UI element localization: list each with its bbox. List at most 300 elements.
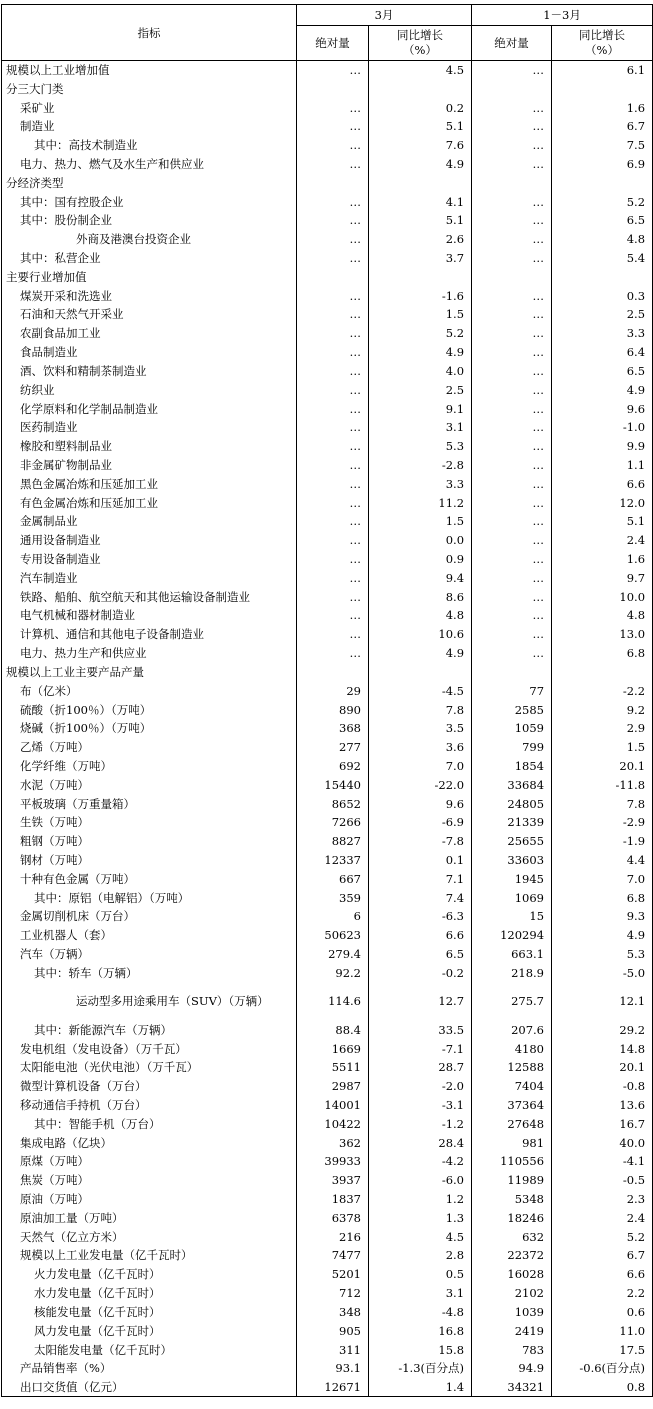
table-row [2,1020,653,1039]
table-row [2,1359,653,1378]
table-row [2,550,653,569]
ytd-abs-cell: 34321 [472,1378,552,1397]
ytd-abs-cell: 24805 [472,794,552,813]
month-abs-cell: 2987 [297,1077,369,1096]
table-row [2,211,653,230]
ytd-growth-cell [552,663,653,682]
ytd-abs-cell: 5348 [472,1190,552,1209]
ytd-growth-cell: 6.7 [552,117,653,136]
ytd-growth-header [552,26,653,61]
ytd-abs-cell: … [472,305,552,324]
month-growth-cell: -2.0 [369,1077,472,1096]
table-row [2,136,653,155]
ytd-abs-cell: … [472,211,552,230]
ytd-abs-cell: 11989 [472,1171,552,1190]
ytd-abs-cell: … [472,644,552,663]
month-abs-cell: 92.2 [297,964,369,983]
table-row [2,851,653,870]
ytd-growth-cell: 13.6 [552,1096,653,1115]
month-growth-cell: -7.8 [369,832,472,851]
month-abs-cell: 50623 [297,926,369,945]
row-name-cell: 其中：国有控股企业 [2,192,297,211]
month-abs-cell: … [297,437,369,456]
ytd-abs-cell: … [472,380,552,399]
row-name-cell: 天然气（亿立方米） [2,1227,297,1246]
month-abs-cell: … [297,587,369,606]
ytd-abs-cell: … [472,474,552,493]
row-name-cell: 规模以上工业主要产品产量 [2,663,297,682]
month-abs-cell: … [297,117,369,136]
row-name-cell: 分经济类型 [2,173,297,192]
ytd-growth-cell: 6.1 [552,61,653,80]
ytd-abs-cell [472,79,552,98]
month-abs-cell: 114.6 [297,982,369,1020]
month-abs-cell: 10422 [297,1114,369,1133]
ytd-abs-cell [472,267,552,286]
ytd-growth-cell: -4.1 [552,1152,653,1171]
ytd-abs-cell: 275.7 [472,982,552,1020]
ytd-abs-cell: … [472,98,552,117]
ytd-growth-cell: -1.0 [552,418,653,437]
ytd-abs-cell: … [472,512,552,531]
month-growth-cell: 3.6 [369,738,472,757]
ytd-growth-cell: 4.4 [552,851,653,870]
month-growth-cell [369,267,472,286]
ytd-abs-cell: … [472,249,552,268]
ytd-abs-cell: … [472,587,552,606]
ytd-growth-cell: 9.2 [552,700,653,719]
row-name-cell: 移动通信手持机（万台） [2,1096,297,1115]
month-growth-cell: 2.8 [369,1246,472,1265]
month-abs-cell: 667 [297,869,369,888]
month-growth-cell: 0.5 [369,1265,472,1284]
month-growth-cell: 5.1 [369,211,472,230]
ytd-abs-cell: 1069 [472,888,552,907]
ytd-abs-cell: 632 [472,1227,552,1246]
ytd-growth-cell: 6.4 [552,343,653,362]
month-growth-cell: 5.1 [369,117,472,136]
month-abs-cell [297,79,369,98]
month-growth-cell: -3.1 [369,1096,472,1115]
month-abs-cell: 1837 [297,1190,369,1209]
month-abs-cell: 14001 [297,1096,369,1115]
month-growth-cell: 4.9 [369,343,472,362]
ytd-abs-cell: 15 [472,907,552,926]
month-abs-cell: … [297,192,369,211]
table-row [2,832,653,851]
ytd-abs-cell: … [472,61,552,80]
month-growth-cell: 7.4 [369,888,472,907]
row-name-cell: 其中：股份制企业 [2,211,297,230]
month-growth-cell: 12.7 [369,982,472,1020]
table-row [2,719,653,738]
month-abs-cell: 368 [297,719,369,738]
month-growth-cell: 7.1 [369,869,472,888]
ytd-growth-cell: -2.9 [552,813,653,832]
month-abs-cell: … [297,568,369,587]
month-growth-cell: 4.9 [369,155,472,174]
table-row [2,437,653,456]
row-name-cell: 太阳能电池（光伏电池）（万千瓦） [2,1058,297,1077]
month-growth-cell: -1.6 [369,286,472,305]
month-abs-cell: … [297,399,369,418]
table-row [2,286,653,305]
table-row [2,155,653,174]
month-abs-cell: 362 [297,1133,369,1152]
ytd-abs-cell: … [472,531,552,550]
table-row [2,362,653,381]
ytd-abs-cell: … [472,456,552,475]
month-abs-cell: … [297,305,369,324]
ytd-growth-cell: 9.9 [552,437,653,456]
month-growth-cell: -4.2 [369,1152,472,1171]
month-abs-cell: … [297,606,369,625]
table-row [2,98,653,117]
ytd-growth-cell: 7.0 [552,869,653,888]
table-row [2,343,653,362]
row-name-cell: 其中：高技术制造业 [2,136,297,155]
row-name-cell: 水泥（万吨） [2,775,297,794]
ytd-abs-cell: 2102 [472,1284,552,1303]
ytd-abs-cell: … [472,136,552,155]
row-name-cell: 汽车制造业 [2,568,297,587]
ytd-abs-cell: 110556 [472,1152,552,1171]
month-abs-cell: 88.4 [297,1020,369,1039]
table-row [2,1340,653,1359]
table-row [2,738,653,757]
industrial-stats-table [1,4,653,1397]
ytd-growth-cell: 7.8 [552,794,653,813]
month-growth-cell: 28.4 [369,1133,472,1152]
ytd-abs-cell: 12588 [472,1058,552,1077]
month-growth-cell [369,79,472,98]
ytd-growth-cell: 4.9 [552,380,653,399]
month-abs-cell: … [297,644,369,663]
table-row [2,1152,653,1171]
table-row [2,1171,653,1190]
month-growth-cell: -1.3(百分点) [369,1359,472,1378]
ytd-growth-cell: 6.8 [552,888,653,907]
ytd-growth-cell: 6.7 [552,1246,653,1265]
month-growth-cell: 0.0 [369,531,472,550]
month-abs-cell: 1669 [297,1039,369,1058]
month-abs-cell: 890 [297,700,369,719]
ytd-abs-cell: … [472,625,552,644]
table-row [2,775,653,794]
month-growth-cell: -4.8 [369,1303,472,1322]
table-row [2,1378,653,1397]
month-abs-cell: … [297,474,369,493]
month-abs-cell: 279.4 [297,945,369,964]
ytd-growth-cell: 16.7 [552,1114,653,1133]
ytd-growth-cell: 4.9 [552,926,653,945]
ytd-abs-cell: 1039 [472,1303,552,1322]
month-growth-cell: 1.5 [369,512,472,531]
month-abs-cell: 3937 [297,1171,369,1190]
row-name-cell: 煤炭开采和洗选业 [2,286,297,305]
ytd-abs-cell: 25655 [472,832,552,851]
ytd-growth-cell: 2.4 [552,531,653,550]
table-row [2,982,653,1020]
ytd-growth-cell: 1.6 [552,550,653,569]
ytd-growth-cell: -11.8 [552,775,653,794]
month-abs-cell: … [297,512,369,531]
table-row [2,644,653,663]
row-name-cell: 其中：轿车（万辆） [2,964,297,983]
ytd-growth-cell: 9.6 [552,399,653,418]
ytd-growth-cell: 2.2 [552,1284,653,1303]
ytd-abs-cell: 120294 [472,926,552,945]
ytd-abs-cell: 27648 [472,1114,552,1133]
table-row [2,192,653,211]
table-row [2,568,653,587]
ytd-growth-cell [552,79,653,98]
month-abs-cell: 5201 [297,1265,369,1284]
table-row [2,587,653,606]
ytd-growth-cell: 2.3 [552,1190,653,1209]
month-abs-cell: … [297,230,369,249]
ytd-abs-cell: 94.9 [472,1359,552,1378]
row-name-cell: 水力发电量（亿千瓦时） [2,1284,297,1303]
table-row [2,418,653,437]
table-row [2,61,653,80]
table-row [2,869,653,888]
ytd-abs-cell: … [472,286,552,305]
month-abs-cell: … [297,136,369,155]
month-abs-cell: 348 [297,1303,369,1322]
month-growth-cell: 33.5 [369,1020,472,1039]
month-growth-cell: -0.2 [369,964,472,983]
row-name-cell: 运动型多用途乘用车（SUV）（万辆） [2,982,297,1020]
row-name-cell: 风力发电量（亿千瓦时） [2,1321,297,1340]
ytd-growth-cell: 1.6 [552,98,653,117]
ytd-growth-cell: 6.5 [552,211,653,230]
table-row [2,1039,653,1058]
ytd-growth-cell: 29.2 [552,1020,653,1039]
row-name-cell: 金属切削机床（万台） [2,907,297,926]
ytd-abs-cell: 77 [472,681,552,700]
ytd-abs-cell: 1945 [472,869,552,888]
ytd-growth-cell: -0.8 [552,1077,653,1096]
month-growth-cell: 7.6 [369,136,472,155]
month-abs-cell: … [297,418,369,437]
ytd-growth-cell: 2.5 [552,305,653,324]
row-name-cell: 制造业 [2,117,297,136]
ytd-abs-cell: 33684 [472,775,552,794]
row-name-cell: 其中：原铝（电解铝）（万吨） [2,888,297,907]
ytd-growth-cell: 12.1 [552,982,653,1020]
month-abs-cell [297,173,369,192]
row-name-cell: 核能发电量（亿千瓦时） [2,1303,297,1322]
ytd-growth-cell [552,173,653,192]
month-abs-cell: … [297,362,369,381]
ytd-group-header: 1－3月 [472,5,653,26]
ytd-growth-cell: 20.1 [552,1058,653,1077]
month-abs-cell: 7266 [297,813,369,832]
ytd-abs-cell: … [472,343,552,362]
table-row [2,305,653,324]
row-name-cell: 食品制造业 [2,343,297,362]
ytd-abs-cell: … [472,155,552,174]
table-row [2,531,653,550]
ytd-abs-cell: 2419 [472,1321,552,1340]
row-name-cell: 发电机组（发电设备）（万千瓦） [2,1039,297,1058]
table-row [2,1114,653,1133]
table-body [2,61,653,1397]
table-row [2,399,653,418]
month-abs-cell: … [297,286,369,305]
ytd-growth-cell: 2.4 [552,1208,653,1227]
month-growth-cell: 10.6 [369,625,472,644]
month-abs-cell: … [297,493,369,512]
row-name-cell: 电力、热力、燃气及水生产和供应业 [2,155,297,174]
table-row [2,757,653,776]
row-name-cell: 硫酸（折100％）（万吨） [2,700,297,719]
month-growth-cell: 1.5 [369,305,472,324]
row-name-cell: 粗钢（万吨） [2,832,297,851]
row-name-cell: 原油加工量（万吨） [2,1208,297,1227]
ytd-growth-cell: 9.3 [552,907,653,926]
table-row [2,625,653,644]
row-name-cell: 金属制品业 [2,512,297,531]
ytd-abs-cell: 799 [472,738,552,757]
growth-unit: （%） [585,43,619,57]
row-name-cell: 计算机、通信和其他电子设备制造业 [2,625,297,644]
month-growth-cell: 3.3 [369,474,472,493]
row-name-cell: 酒、饮料和精制茶制造业 [2,362,297,381]
month-growth-cell: 3.7 [369,249,472,268]
month-abs-cell: … [297,380,369,399]
table-row [2,249,653,268]
table-row [2,474,653,493]
month-growth-cell: -22.0 [369,775,472,794]
row-name-cell: 十种有色金属（万吨） [2,869,297,888]
row-name-cell: 纺织业 [2,380,297,399]
month-growth-cell: -6.3 [369,907,472,926]
ytd-growth-cell: 1.5 [552,738,653,757]
ytd-growth-cell: -0.6(百分点) [552,1359,653,1378]
ytd-growth-cell [552,267,653,286]
month-abs-cell: 311 [297,1340,369,1359]
month-abs-cell: … [297,155,369,174]
ytd-growth-cell: 4.8 [552,230,653,249]
table-row [2,1303,653,1322]
row-name-cell: 其中：私营企业 [2,249,297,268]
month-growth-cell: 9.4 [369,568,472,587]
month-growth-cell: 6.5 [369,945,472,964]
ytd-growth-cell: -2.2 [552,681,653,700]
table-row [2,230,653,249]
month-abs-cell: … [297,343,369,362]
table-row [2,79,653,98]
indicator-header: 指标 [2,5,297,61]
table-row [2,945,653,964]
month-growth-cell: 8.6 [369,587,472,606]
ytd-abs-cell: 1854 [472,757,552,776]
ytd-growth-cell: 14.8 [552,1039,653,1058]
table-row [2,1190,653,1209]
ytd-growth-cell: 11.0 [552,1321,653,1340]
month-growth-cell: 0.1 [369,851,472,870]
table-row [2,173,653,192]
table-row [2,606,653,625]
ytd-abs-cell: … [472,399,552,418]
month-growth-cell: 1.3 [369,1208,472,1227]
month-growth-cell: -7.1 [369,1039,472,1058]
table-row [2,926,653,945]
row-name-cell: 化学原料和化学制品制造业 [2,399,297,418]
row-name-cell: 外商及港澳台投资企业 [2,230,297,249]
table-row [2,456,653,475]
growth-label: 同比增长 [397,28,443,42]
row-name-cell: 原煤（万吨） [2,1152,297,1171]
month-growth-cell: -1.2 [369,1114,472,1133]
row-name-cell: 微型计算机设备（万台） [2,1077,297,1096]
month-growth-cell: 3.5 [369,719,472,738]
month-growth-cell: -6.0 [369,1171,472,1190]
row-name-cell: 规模以上工业增加值 [2,61,297,80]
month-growth-cell: 4.5 [369,1227,472,1246]
ytd-abs-cell: … [472,493,552,512]
ytd-abs-cell: 4180 [472,1039,552,1058]
row-name-cell: 集成电路（亿块） [2,1133,297,1152]
row-name-cell: 采矿业 [2,98,297,117]
ytd-growth-cell: 2.9 [552,719,653,738]
month-growth-cell: 3.1 [369,418,472,437]
month-abs-cell: 359 [297,888,369,907]
ytd-abs-cell: 981 [472,1133,552,1152]
month-growth-cell: 7.0 [369,757,472,776]
month-abs-cell: 29 [297,681,369,700]
row-name-cell: 钢材（万吨） [2,851,297,870]
month-growth-cell: 4.9 [369,644,472,663]
month-abs-cell: 8827 [297,832,369,851]
ytd-abs-cell: … [472,550,552,569]
table-row [2,512,653,531]
growth-unit: （%） [403,43,437,57]
month-growth-cell: 6.6 [369,926,472,945]
month-abs-cell: … [297,98,369,117]
ytd-growth-cell: 4.8 [552,606,653,625]
month-abs-cell: 6 [297,907,369,926]
table-row [2,813,653,832]
ytd-abs-cell [472,663,552,682]
table-row [2,888,653,907]
table-row [2,700,653,719]
month-growth-cell: 9.1 [369,399,472,418]
row-name-cell: 火力发电量（亿千瓦时） [2,1265,297,1284]
month-growth-cell: 15.8 [369,1340,472,1359]
month-abs-header: 绝对量 [297,26,369,61]
month-growth-cell [369,663,472,682]
table-row [2,1321,653,1340]
month-abs-cell: 692 [297,757,369,776]
month-abs-cell: 39933 [297,1152,369,1171]
table-row [2,907,653,926]
ytd-growth-cell: -0.5 [552,1171,653,1190]
ytd-growth-cell: 10.0 [552,587,653,606]
row-name-cell: 化学纤维（万吨） [2,757,297,776]
row-name-cell: 烧碱（折100％）（万吨） [2,719,297,738]
table-header [2,5,653,61]
month-abs-cell: … [297,531,369,550]
ytd-growth-cell: -1.9 [552,832,653,851]
row-name-cell: 石油和天然气开采业 [2,305,297,324]
month-abs-cell: … [297,249,369,268]
ytd-growth-cell: 6.6 [552,1265,653,1284]
month-growth-cell: 0.9 [369,550,472,569]
ytd-growth-cell: 6.5 [552,362,653,381]
